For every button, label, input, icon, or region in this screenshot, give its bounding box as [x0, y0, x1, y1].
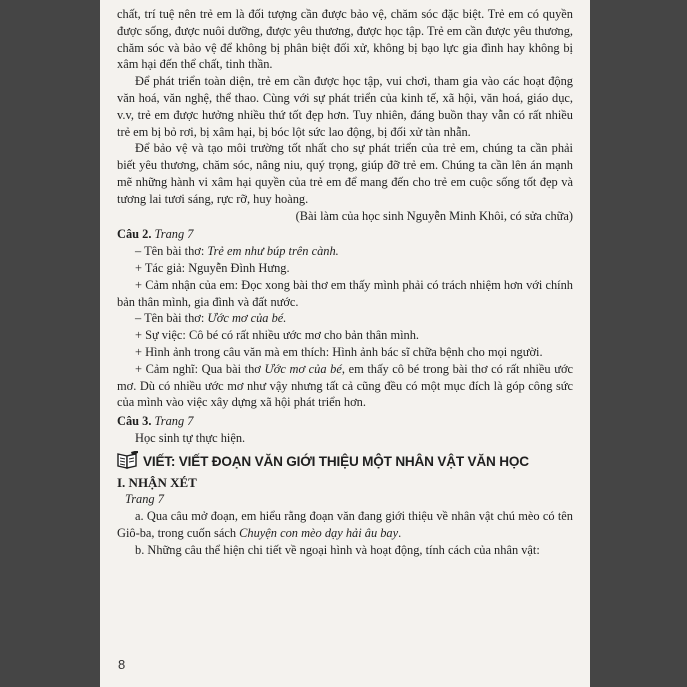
q2-line-4 — [117, 310, 573, 327]
nhan-xet-a-end: . — [398, 525, 402, 540]
q2-line-7-b: , em thấy cô bé trong bài thơ có rất nhiều ước mơ. Dù có nhiều ước mơ như vậy nhưng tất cả cũng đều có một mục đích là góp công sức của mình vào việc xây dựng xã hội phát triển hơn. — [117, 361, 573, 410]
nhan-xet-a-text: a. Qua câu mở đoạn, em hiểu rằng đoạn văn đang giới thiệu về nhân vật chú mèo có tên Giô-ba, trong cuốn sách — [117, 509, 573, 540]
q2-line-1 — [117, 243, 573, 260]
question-3-heading — [117, 413, 573, 430]
q2-line-6: + Hình ảnh trong câu văn mà em thích: Hình ảnh bác sĩ chữa bệnh cho mọi người. — [135, 344, 543, 359]
paragraph-1: chất, trí tuệ nên trẻ em là đối tượng cần được bảo vệ, chăm sóc đặc biệt. Trẻ em có quyền được sống, được nuôi dưỡng, được yêu thương, được học tập. Trẻ em cần được yêu thương, chăm sóc và bảo vệ để không bị phân biệt đối xử, không bị bạo lực gia đình hay không bị xâm hại đến thể chất, tinh thần. — [117, 7, 573, 72]
q2-line-2: + Tác giả: Nguyễn Đình Hưng. — [135, 260, 290, 275]
paragraph-2: Để phát triển toàn diện, trẻ em cần được học tập, vui chơi, tham gia vào các hoạt động văn hoá, văn nghệ, thể thao. Cùng với sự phát triển của kinh tế, xã hội, văn hoá, giáo dục, v.v, trẻ em được hưởng nhiều thứ tốt đẹp hơn. Tuy nhiên, đáng buồn thay vẫn có rất nhiều trẻ em bị bỏ rơi, bị xâm hại, bị bóc lột sức lao động, bị đối xử tàn nhẫn. — [117, 74, 573, 139]
q2-line-1-prefix: – Tên bài thơ: — [135, 244, 208, 259]
poem-title-1: Trẻ em như búp trên cành. — [207, 244, 339, 259]
nhan-xet-a — [117, 508, 573, 542]
viet-heading-text: VIẾT: VIẾT ĐOẠN VĂN GIỚI THIỆU MỘT NHÂN VẬT VĂN HỌC — [143, 453, 529, 469]
right-margin-bar — [590, 0, 687, 687]
q2-line-4-prefix: – Tên bài thơ: — [135, 311, 208, 326]
poem-title-3: Ước mơ của bé — [264, 361, 342, 376]
question-3-page: Trang 7 — [154, 414, 194, 429]
question-3-label: Câu 3. — [117, 414, 152, 429]
page-number: 8 — [118, 657, 126, 672]
nhan-xet-page: Trang 7 — [125, 492, 164, 507]
q2-line-5: + Sự việc: Cô bé có rất nhiều ước mơ cho bản thân mình. — [135, 328, 420, 343]
question-2-page: Trang 7 — [154, 227, 194, 242]
page-content — [117, 6, 573, 559]
book-page — [100, 0, 590, 687]
nhan-xet-heading: I. NHẬN XÉT — [117, 474, 197, 490]
question-2-label: Câu 2. — [117, 227, 152, 242]
nhan-xet-b: b. Những câu thể hiện chi tiết về ngoại hình và hoạt động, tính cách của nhân vật: — [135, 542, 540, 557]
source-note: (Bài làm của học sinh Nguyễn Minh Khôi, có sửa chữa) — [295, 208, 573, 223]
book-title: Chuyện con mèo dạy hải âu bay — [239, 525, 399, 540]
question-3-text: Học sinh tự thực hiện. — [135, 430, 246, 445]
paragraph-3: Để bảo vệ và tạo môi trường tốt nhất cho sự phát triển của trẻ em, chúng ta cần phải biết yêu thương, chăm sóc, nâng niu, quý trọng, giúp đỡ trẻ em. Chúng ta cần lên án mạnh mẽ những hành vi xâm hại quyền của trẻ em để mang đến cho trẻ em cuộc sống tốt đẹp và tương lai tươi sáng, rực rỡ, huy hoàng. — [117, 141, 573, 206]
q2-line-7-a: + Cảm nghĩ: Qua bài thơ — [135, 361, 265, 376]
poem-title-2: Ước mơ của bé. — [207, 311, 287, 326]
q2-line-3: + Cảm nhận của em: Đọc xong bài thơ em thấy mình phải có trách nhiệm hơn với chính bản thân mình, gia đình và đất nước. — [117, 277, 573, 309]
q2-line-7 — [117, 361, 573, 411]
writing-book-icon — [117, 451, 139, 474]
viet-section-heading — [117, 451, 573, 474]
left-margin-bar — [0, 0, 100, 687]
question-2-heading — [117, 226, 573, 243]
